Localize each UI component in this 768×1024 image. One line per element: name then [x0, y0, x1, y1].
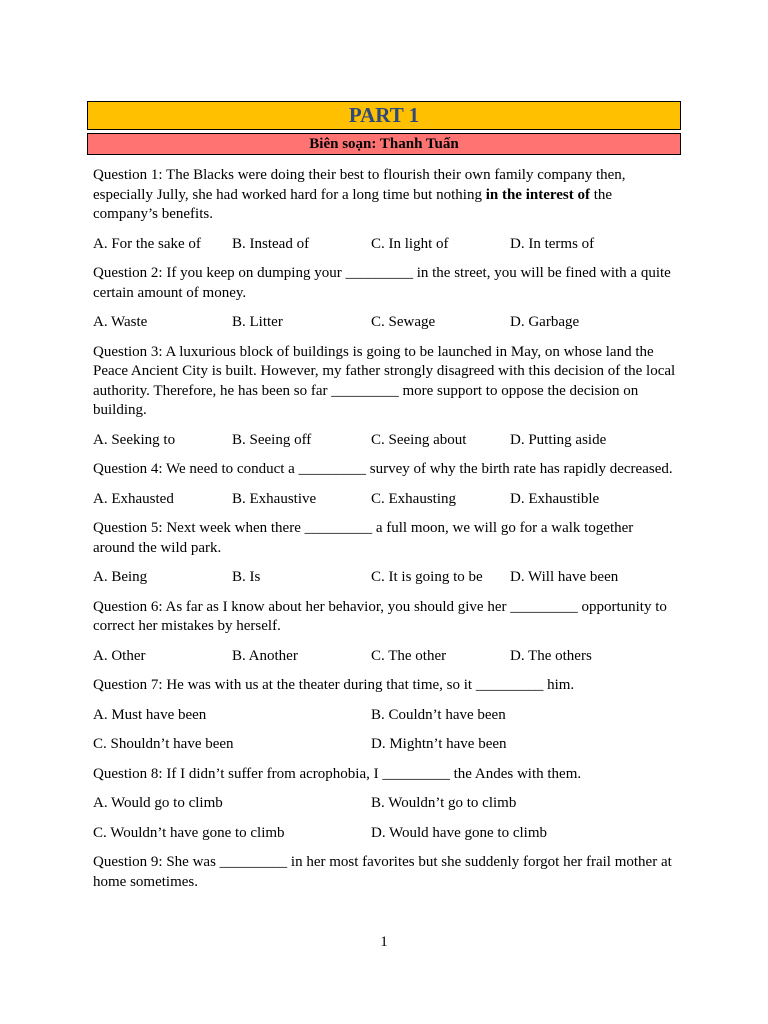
options-row [93, 824, 678, 844]
question-stem: Question 6: As far as I know about her behavior, you should give her _________ opportunity to correct her mistakes by herself. [93, 598, 667, 634]
answer-option: B. Couldn’t have been [371, 706, 506, 723]
answer-option: D. The others [510, 647, 592, 664]
answer-option: C. Seeing about [371, 431, 467, 448]
answer-option: A. Waste [93, 314, 148, 330]
answer-option: C. Wouldn’t have gone to climb [93, 824, 285, 841]
question-stem: Question 3: A luxurious block of buildings is going to be launched in May, on whose land the Peace Ancient City is built. However, my father strongly disagreed with this decision of the local authority. Therefore, he has been so far _________ more support to oppose the decision on building. [93, 343, 676, 418]
answer-option: D. In terms of [510, 235, 595, 252]
answer-option: B. Seeing off [232, 431, 312, 448]
options-row [93, 647, 678, 667]
answer-option: A. Other [93, 647, 146, 664]
answer-option: D. Will have been [510, 569, 619, 585]
answer-option: D. Garbage [510, 314, 580, 330]
options-row [93, 235, 678, 255]
question-stem: Question 4: We need to conduct a _________ survey of why the birth rate has rapidly decreased. [93, 461, 673, 477]
options-row [93, 568, 678, 588]
question-stem: Question 8: If I didn’t suffer from acrophobia, I _________ the Andes with them. [93, 765, 582, 782]
question-stem: Question 5: Next week when there _________ a full moon, we will go for a walk together around the wild park. [93, 520, 634, 556]
options-row [93, 706, 678, 726]
answer-option: B. Is [232, 569, 261, 585]
page-number: 1 [380, 934, 388, 950]
question-text: Question 1: The Blacks were doing their best to flourish their own family company then, especially Jully, she had worked hard for a long time but nothing [93, 167, 626, 203]
answer-option: D. Putting aside [510, 431, 607, 448]
question-stem: Question 2: If you keep on dumping your _________ in the street, you will be fined with a quite certain amount of money. [93, 265, 671, 301]
options-row [93, 431, 678, 451]
answer-option: A. Being [93, 569, 148, 585]
options-row [93, 735, 678, 755]
answer-option: B. Exhaustive [232, 490, 317, 507]
answer-option: B. Another [232, 647, 298, 664]
answer-option: A. Must have been [93, 706, 207, 723]
options-row [93, 794, 678, 814]
question-stem: Question 7: He was with us at the theater during that time, so it _________ him. [93, 677, 575, 693]
answer-option: B. Instead of [232, 235, 310, 252]
answer-option: A. For the sake of [93, 235, 201, 252]
answer-option: A. Would go to climb [93, 795, 223, 811]
answer-option: C. It is going to be [371, 569, 483, 585]
answer-option: C. Shouldn’t have been [93, 736, 234, 752]
answer-option: C. The other [371, 647, 447, 664]
answer-option: D. Mightn’t have been [371, 736, 507, 752]
answer-option: D. Exhaustible [510, 490, 600, 507]
answer-option: C. Exhausting [371, 490, 456, 507]
answer-option: B. Litter [232, 314, 283, 330]
answer-option: C. Sewage [371, 314, 436, 330]
question-stem: Question 9: She was _________ in her most favorites but she suddenly forgot her frail mother at home sometimes. [93, 854, 672, 890]
answer-option: B. Wouldn’t go to climb [371, 795, 517, 811]
answer-option: C. In light of [371, 235, 449, 252]
question-text: the company’s benefits. [93, 186, 613, 222]
answer-option: A. Exhausted [93, 490, 174, 507]
answer-option: A. Seeking to [93, 431, 176, 448]
options-row [93, 490, 678, 510]
question-list [93, 166, 678, 902]
answer-option: D. Would have gone to climb [371, 824, 547, 841]
options-row [93, 313, 678, 333]
question-stem [93, 166, 678, 225]
author-banner: Biên soạn: Thanh Tuấn [87, 133, 681, 155]
question-emphasis: in the interest of [485, 186, 590, 203]
part-title-banner: PART 1 [87, 101, 681, 130]
